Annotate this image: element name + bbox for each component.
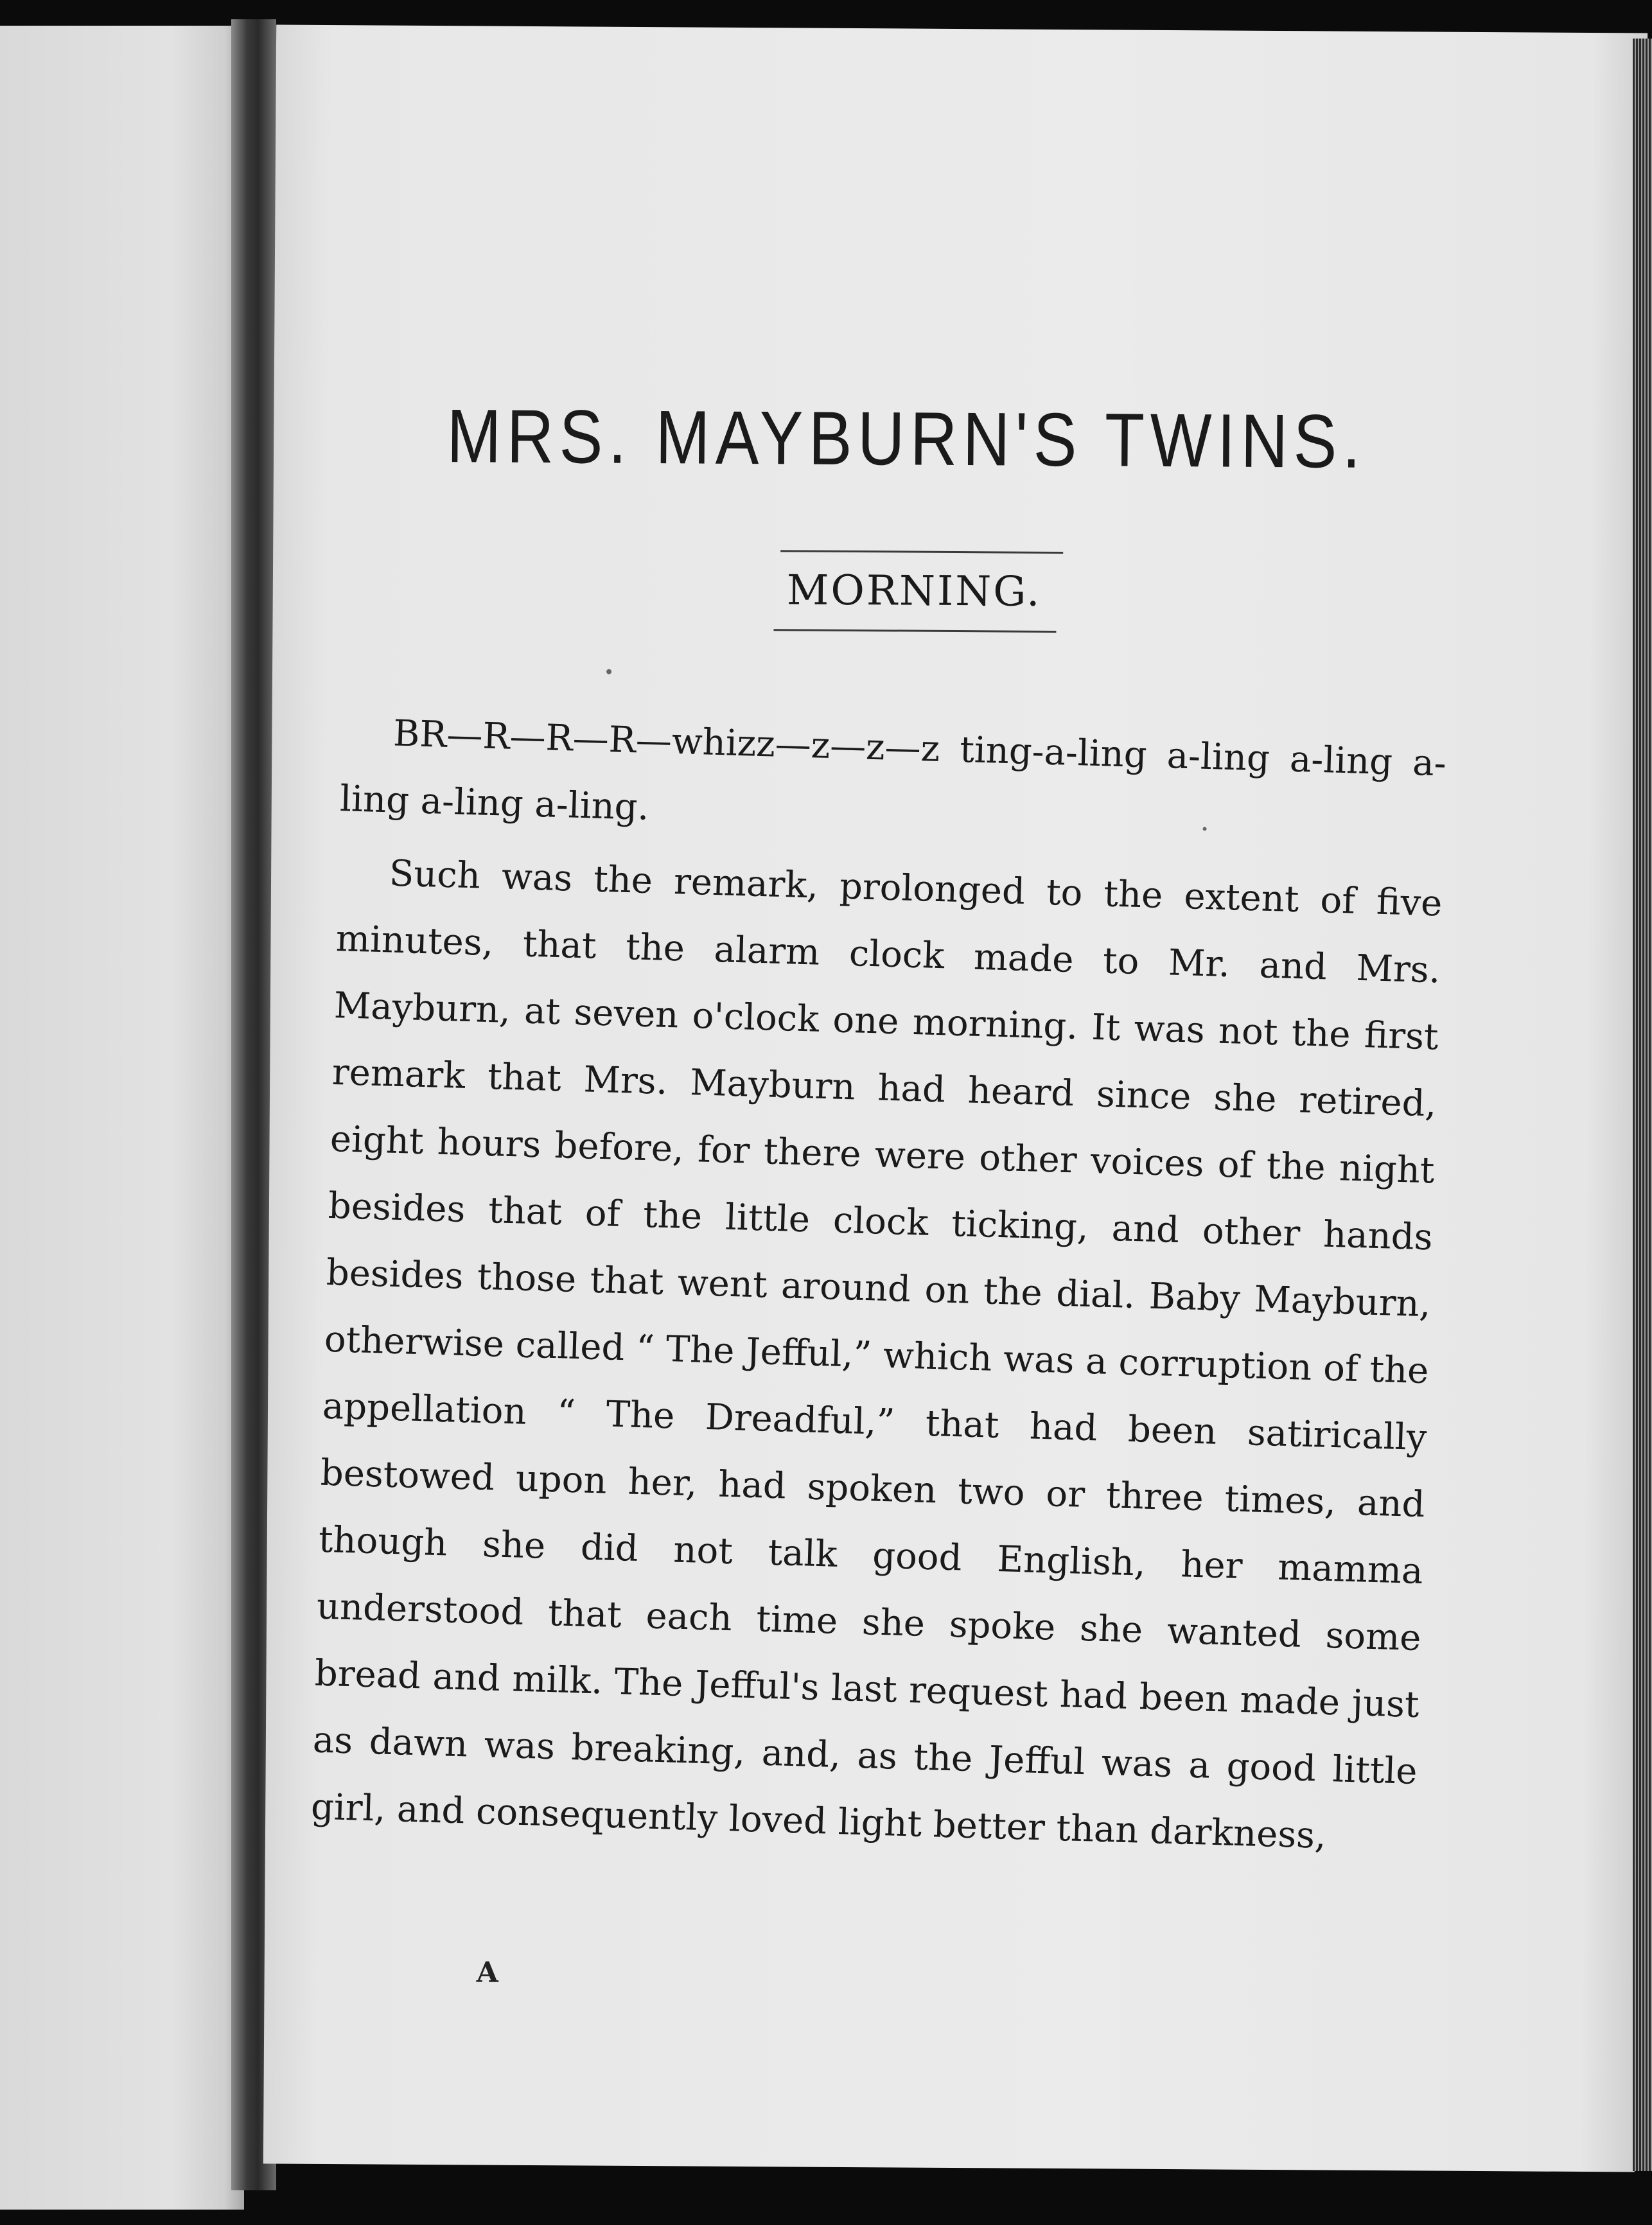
page-text-block	[310, 394, 1450, 1857]
body-text	[310, 699, 1447, 1872]
book-title: MRS. MAYBURN'S TWINS.	[446, 394, 1367, 484]
right-page	[263, 25, 1648, 2172]
section-heading: MORNING.	[786, 567, 1042, 616]
left-page	[0, 26, 244, 2210]
opening-drop-word: BR	[392, 712, 448, 756]
page-edges	[1633, 39, 1652, 2171]
heading-rule-top	[780, 550, 1063, 554]
paper-speck	[1203, 827, 1207, 831]
heading-rule-bottom	[773, 629, 1056, 633]
signature-mark: A	[476, 1956, 498, 1989]
main-paragraph: Such was the remark, prolonged to the extent of five minutes, that the alarm clock made to Mr. and Mrs. Mayburn, at seven o'clock one morning. It was not the first remark that Mrs. Mayburn had heard since she retired, eight hours before, for there were other voices of the night besides that of the little clock ticking, and other hands besides those that went around on the dial. Baby Mayburn, otherwise called “ The Jefful,” which was a corruption of the appellation “ The Dreadful,” that had been satirically bestowed upon her, had spoken two or three times, and though she did not talk good English, her mamma understood that each time she spoke she wanted some bread and milk. The Jefful's last request had been made just as dawn was breaking, and, as the Jefful was a good little girl, and consequently loved light better than darkness,	[310, 852, 1443, 1857]
paper-speck	[606, 669, 611, 674]
opening-paragraph	[339, 699, 1447, 864]
opening-sound: —R—R—R—whizz—z—z—z ting-a-ling a-ling a-ling a-ling a-ling a-ling.	[339, 714, 1447, 829]
